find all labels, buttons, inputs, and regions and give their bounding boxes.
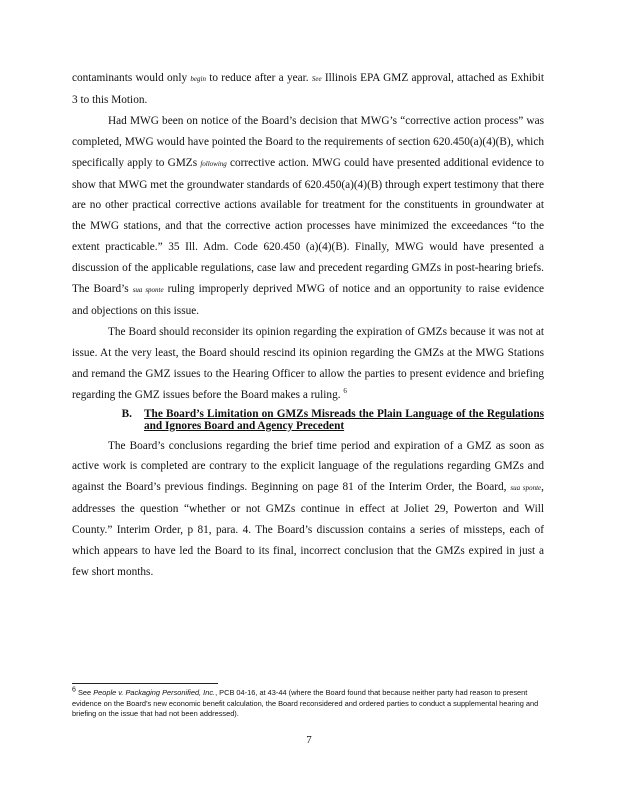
body-text	[72, 68, 544, 583]
footnote-reference: 6	[343, 386, 347, 395]
italic-see: See	[311, 75, 322, 83]
italic-sua-sponte: sua sponte	[132, 286, 164, 295]
footnote-case-name: People v. Packaging Personified, Inc.	[93, 688, 216, 697]
footnote: $^6$ See People v. Packaging Personified, Inc., PCB 04-16, at 43-44 (where the Board found that because neither party had reason to present evidence on the Board’s new economic benefit calculation, the Board reconsidered and ordered parties to conduct a supplemental hearing and briefing on the issue that had not been addressed).	[72, 686, 539, 718]
section-letter: B.	[121, 407, 132, 420]
italic-following: following	[200, 159, 227, 168]
italic-sua-sponte-2: sua sponte	[510, 484, 542, 493]
footnote-number: 6	[72, 686, 76, 694]
paragraph-1: contaminants would only begin to reduce after a year. See Illinois EPA GMZ approval, attached as Exhibit 3 to this Motion.	[72, 72, 544, 106]
section-heading	[72, 408, 544, 432]
italic-begin: begin	[190, 75, 206, 83]
paragraph-3: The Board should reconsider its opinion regarding the expiration of GMZs because it was not at issue. At the very least, the Board should rescind its opinion regarding the GMZs at the MWG Stations and remand the GMZ issues to the Hearing Officer to allow the parties to present evidence and briefing regarding the GMZ issues before the Board makes a ruling. $^6$	[72, 325, 544, 401]
page-number: 7	[306, 734, 312, 746]
paragraph-2: Had MWG been on notice of the Board’s decision that MWG’s “corrective action process” was completed, MWG would have pointed the Board to the requirements of section 620.450(a)(4)(B), which specifically apply to GMZs following corrective action. MWG could have presented additional evidence to show that MWG met the groundwater standards of 620.450(a)(4)(B) through expert testimony that there are no other practical corrective actions available for treatment for the constituents in groundwater at the MWG stations, and that the corrective action processes have minimized the exceedances “to the extent practicable.” 35 Ill. Adm. Code 620.450 (a)(4)(B). Finally, MWG would have presented a discussion of the applicable regulations, case law and precedent regarding GMZs in post-hearing briefs. The Board’s sua sponte ruling improperly deprived MWG of notice and an opportunity to raise evidence and objections on this issue.	[72, 114, 544, 317]
paragraph-4: The Board’s conclusions regarding the brief time period and expiration of a GMZ as soon as active work is completed are contrary to the explicit language of the regulations regarding GMZs and against the Board’s previous findings. Beginning on page 81 of the Interim Order, the Board, sua sponte, addresses the question “whether or not GMZs continue in effect at Joliet 29, Powerton and Will County.” Interim Order, p 81, para. 4. The Board’s discussion contains a series of missteps, each of which appears to have led the Board to its final, incorrect conclusion that the GMZs expired in just a few short months.	[72, 439, 544, 578]
section-title: The Board’s Limitation on GMZs Misreads the Plain Language of the Regulations and Ignores Board and Agency Precedent	[144, 407, 544, 432]
footnote-divider	[72, 683, 218, 684]
